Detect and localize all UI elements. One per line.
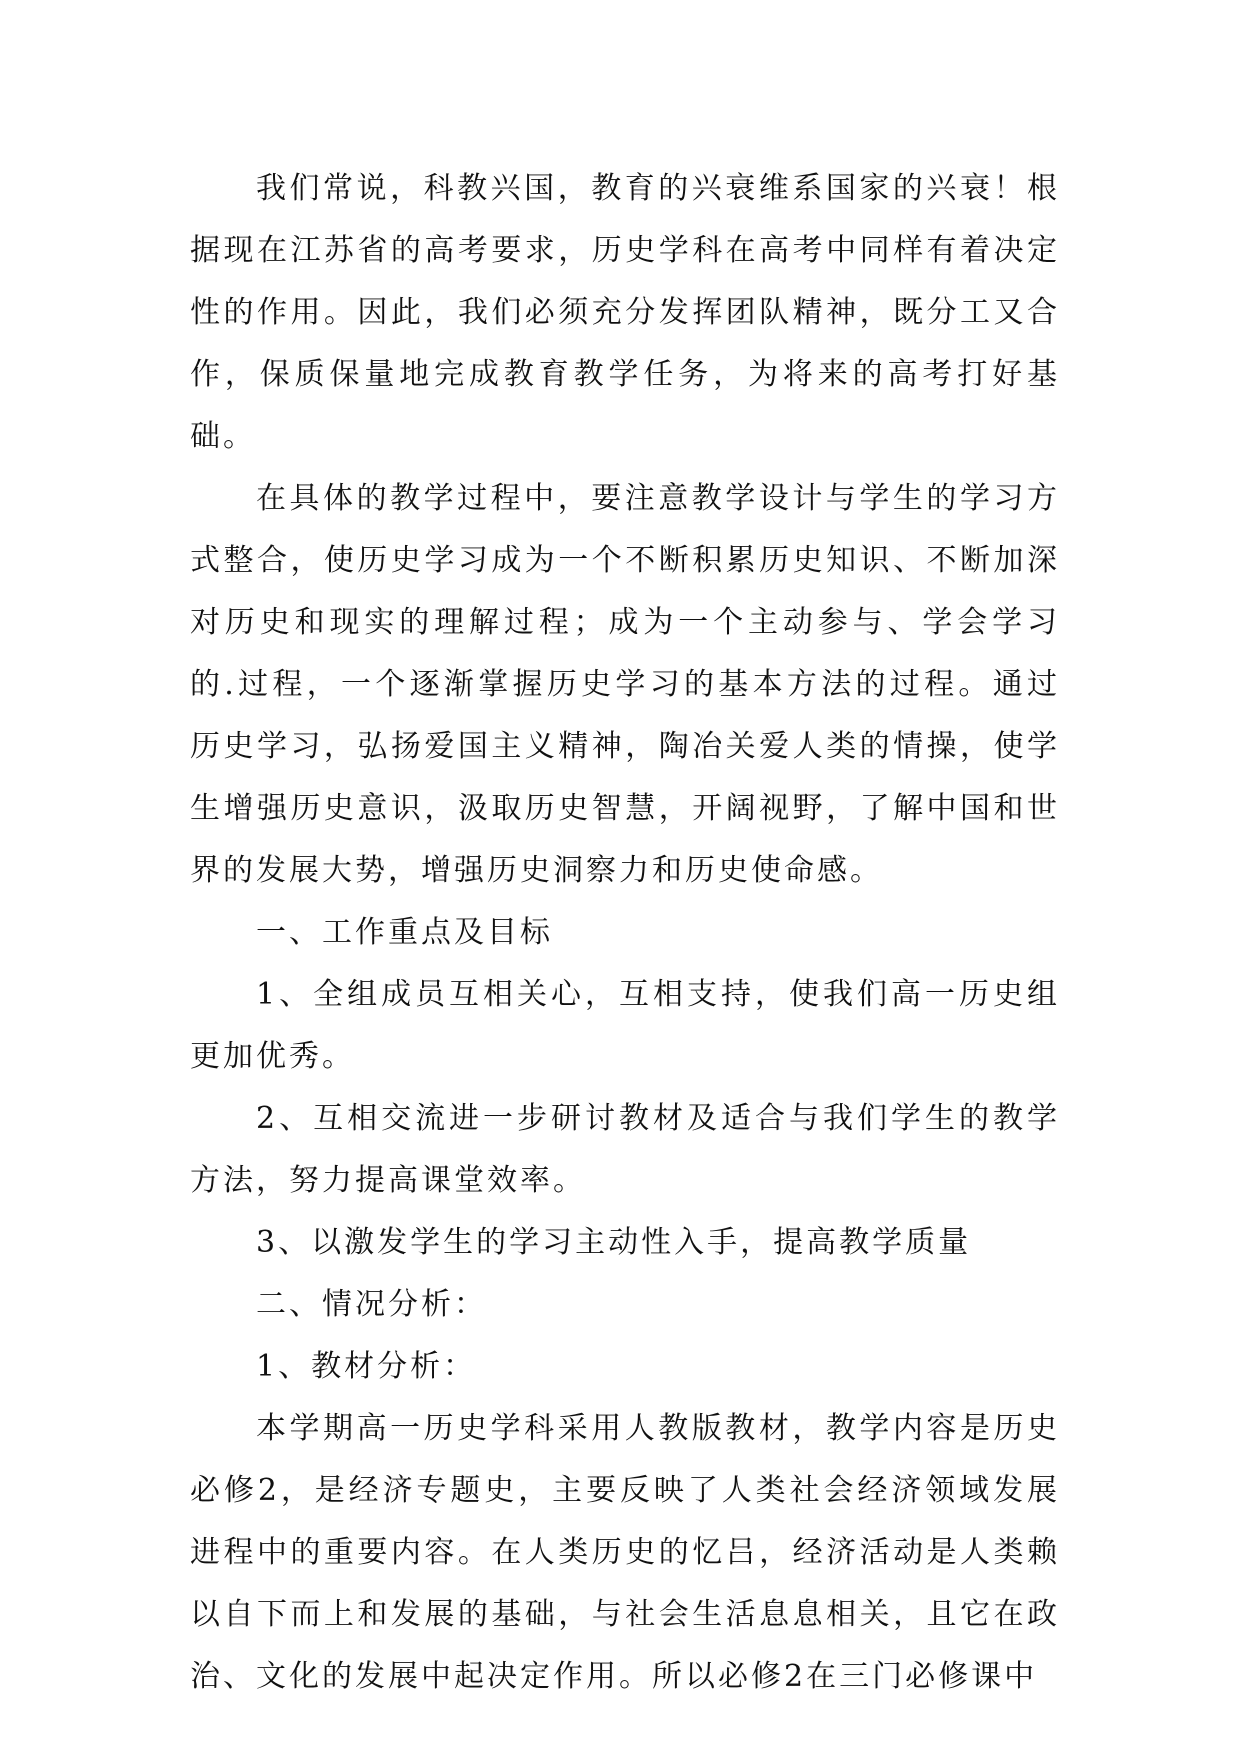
heading-situation-analysis: 二、情况分析： [256, 1287, 487, 1322]
list-item-3: 3、以激发学生的学习主动性入手，提高教学质量 [256, 1225, 972, 1260]
list-item-1: 1、全组成员互相关心，互相支持，使我们高一历史组更加优秀。 [190, 977, 1060, 1074]
heading-work-focus: 一、工作重点及目标 [256, 915, 553, 950]
document-body [190, 158, 1060, 1708]
paragraph-textbook: 本学期高一历史学科采用人教版教材，教学内容是历史必修2，是经济专题史，主要反映了人类社会经济领域发展进程中的重要内容。在人类历史的忆吕，经济活动是人类赖以自下而上和发展的基础，与社会生活息息相关，且它在政治、文化的发展中起决定作用。所以必修2在三门必修课中 [190, 1411, 1060, 1694]
paragraph-intro: 我们常说，科教兴国，教育的兴衰维系国家的兴衰！根据现在江苏省的高考要求，历史学科在高考中同样有着决定性的作用。因此，我们必须充分发挥团队精神，既分工又合作，保质保量地完成教育教学任务，为将来的高考打好基础。 [190, 171, 1060, 454]
list-item-2: 2、互相交流进一步研讨教材及适合与我们学生的教学方法，努力提高课堂效率。 [190, 1101, 1060, 1198]
subheading-textbook-analysis: 1、教材分析： [256, 1349, 477, 1384]
paragraph-teaching-process: 在具体的教学过程中，要注意教学设计与学生的学习方式整合，使历史学习成为一个不断积累历史知识、不断加深对历史和现实的理解过程；成为一个主动参与、学会学习的.过程，一个逐渐掌握历史学习的基本方法的过程。通过历史学习，弘扬爱国主义精神，陶冶关爱人类的情操，使学生增强历史意识，汲取历史智慧，开阔视野，了解中国和世界的发展大势，增强历史洞察力和历史使命感。 [190, 481, 1060, 888]
